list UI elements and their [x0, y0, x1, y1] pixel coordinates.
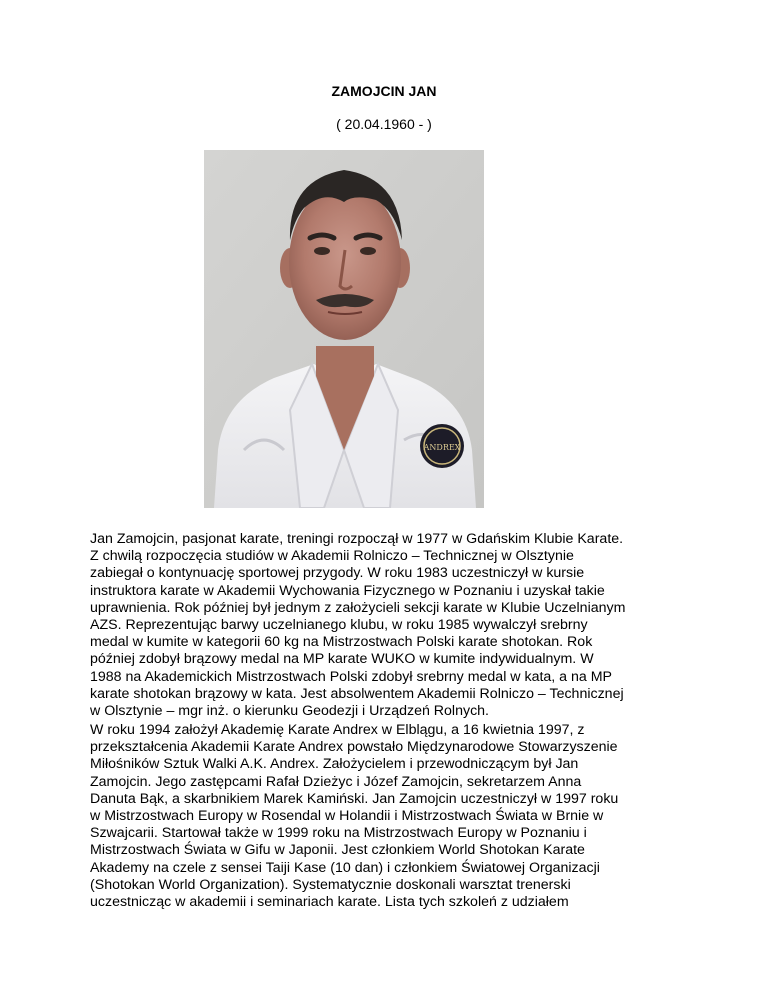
portrait-illustration — [204, 150, 484, 508]
andrex-badge-icon — [420, 424, 464, 468]
paragraph-biography — [90, 531, 690, 720]
text-line: w Olsztynie – mgr inż. o kierunku Geodezji i Urządzeń Rolnych. — [90, 703, 489, 720]
text-line: Akademy na czele z sensei Taiji Kase (10 dan) i członkiem Światowej Organizacji — [90, 859, 600, 876]
text-line: przekształcenia Akademii Karate Andrex powstało Międzynarodowe Stowarzyszenie — [90, 739, 618, 756]
text-line: w Mistrzostwach Europy w Rosendal w Holandii i Mistrzostwach Świata w Brnie w — [90, 808, 604, 825]
text-line: karate shotokan brązowy w kata. Jest absolwentem Akademii Rolniczo – Technicznej — [90, 685, 624, 702]
text-line: zabiegał o kontynuację sportowej przygody. W roku 1983 uczestniczył w kursie — [90, 565, 585, 582]
life-dates: ( 20.04.1960 - ) — [336, 116, 432, 132]
text-line: Mistrzostwach Świata w Gifu w Japonii. Jest członkiem World Shotokan Karate — [90, 842, 585, 859]
badge-text: ANDREX — [423, 443, 461, 452]
paragraph-academy — [90, 722, 690, 911]
text-line: AZS. Reprezentując barwy uczelnianego klubu, w roku 1985 wywalczył srebrny — [90, 617, 588, 634]
text-line: Z chwilą rozpoczęcia studiów w Akademii Rolniczo – Technicznej w Olsztynie — [90, 548, 574, 565]
text-line: (Shotokan World Organization). Systematycznie doskonali warsztat trenerski — [90, 876, 571, 893]
text-line: Zamojcin. Jego zastępcami Rafał Dzieżyc i Józef Zamojcin, sekretarzem Anna — [90, 773, 582, 790]
text-line: 1988 na Akademickich Mistrzostwach Polski zdobył srebrny medal w kata, a na MP — [90, 668, 613, 685]
text-line: Miłośników Sztuk Walki A.K. Andrex. Założycielem i przewodniczącym był Jan — [90, 756, 579, 773]
portrait-photo — [204, 150, 484, 508]
text-line: W roku 1994 założył Akademię Karate Andrex w Elblągu, a 16 kwietnia 1997, z — [90, 722, 585, 738]
text-line: Danuta Bąk, a skarbnikiem Marek Kamiński. Jan Zamojcin uczestniczył w 1997 roku — [90, 790, 619, 807]
text-line: później zdobył brązowy medal na MP karate WUKO w kumite indywidualnym. W — [90, 651, 594, 668]
page-title: ZAMOJCIN JAN — [331, 83, 437, 99]
text-line: Jan Zamojcin, pasjonat karate, treningi rozpoczął w 1977 w Gdańskim Klubie Karate. — [90, 531, 624, 547]
text-line: instruktora karate w Akademii Wychowania Fizycznego w Poznaniu i uzyskał takie — [90, 582, 605, 599]
text-line: medal w kumite w kategorii 60 kg na Mistrzostwach Polski karate shotokan. Rok — [90, 634, 593, 651]
text-line: uczestnicząc w akademii i seminariach karate. Lista tych szkoleń z udziałem — [90, 894, 569, 911]
text-line: uprawnienia. Rok później był jednym z założycieli sekcji karate w Klubie Uczelnianym — [90, 599, 626, 616]
text-line: Szwajcarii. Startował także w 1999 roku na Mistrzostwach Europy w Poznaniu i — [90, 825, 587, 842]
